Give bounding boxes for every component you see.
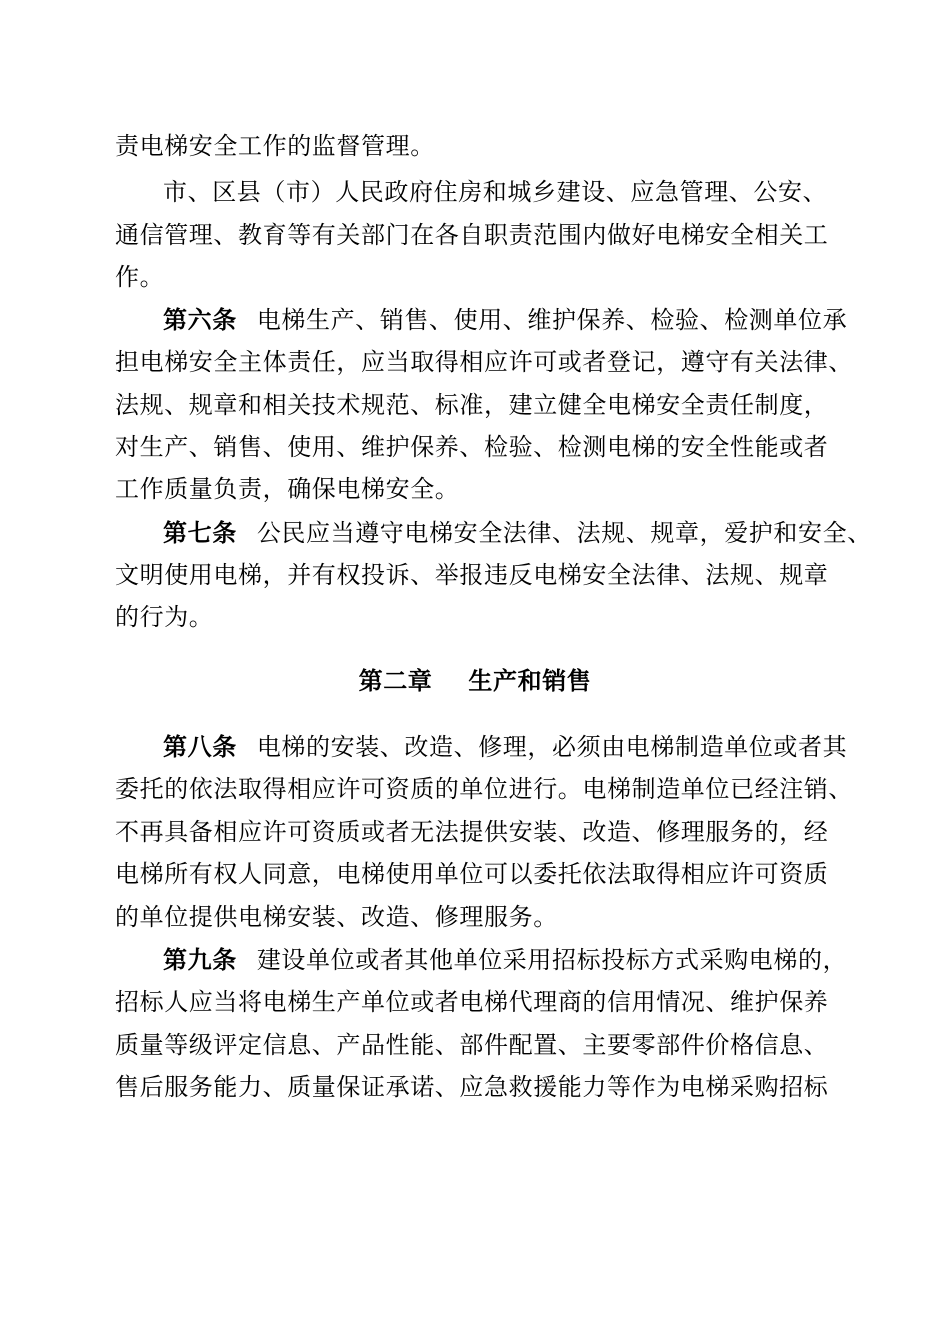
- text-line: 作。: [115, 263, 165, 291]
- text-line: 工作质量负责，确保电梯安全。: [115, 475, 460, 503]
- text-line: 的单位提供电梯安装、改造、修理服务。: [115, 903, 558, 931]
- text-line: 招标人应当将电梯生产单位或者电梯代理商的信用情况、维护保养: [115, 988, 829, 1016]
- chapter-title: 生产和销售: [468, 667, 592, 695]
- text-span: 公民应当遵守电梯安全法律、法规、规章，爱护和安全、: [256, 519, 872, 547]
- text-span: 电梯生产、销售、使用、维护保养、检验、检测单位承: [256, 306, 848, 334]
- text-line: 委托的依法取得相应许可资质的单位进行。电梯制造单位已经注销、: [115, 775, 853, 803]
- chapter-heading: [0, 666, 950, 696]
- text-line: 市、区县（市）人民政府住房和城乡建设、应急管理、公安、: [163, 178, 828, 206]
- text-line: 法规、规章和相关技术规范、标准，建立健全电梯安全责任制度，: [115, 391, 829, 419]
- article-number: 第八条: [163, 733, 237, 761]
- article-number: 第七条: [163, 519, 237, 547]
- text-span: 建设单位或者其他单位采用招标投标方式采购电梯的，: [256, 946, 848, 974]
- article-8-line: [163, 732, 847, 762]
- article-6-line: [163, 305, 847, 335]
- text-line: 售后服务能力、质量保证承诺、应急救援能力等作为电梯采购招标: [115, 1073, 829, 1101]
- chapter-number: 第二章: [358, 667, 433, 695]
- text-line: 担电梯安全主体责任，应当取得相应许可或者登记，遵守有关法律、: [115, 348, 853, 376]
- text-line: 文明使用电梯，并有权投诉、举报违反电梯安全法律、法规、规章: [115, 561, 829, 589]
- article-7-line: [163, 518, 872, 548]
- text-span: 电梯的安装、改造、修理，必须由电梯制造单位或者其: [256, 733, 848, 761]
- text-line: 责电梯安全工作的监督管理。: [115, 132, 435, 160]
- text-line: 对生产、销售、使用、维护保养、检验、检测电梯的安全性能或者: [115, 433, 829, 461]
- text-line: 质量等级评定信息、产品性能、部件配置、主要零部件价格信息、: [115, 1031, 829, 1059]
- text-line: 电梯所有权人同意，电梯使用单位可以委托依法取得相应许可资质: [115, 860, 829, 888]
- text-line: 不再具备相应许可资质或者无法提供安装、改造、修理服务的，经: [115, 818, 829, 846]
- text-line: 通信管理、教育等有关部门在各自职责范围内做好电梯安全相关工: [115, 221, 829, 249]
- article-number: 第九条: [163, 946, 237, 974]
- article-number: 第六条: [163, 306, 237, 334]
- article-9-line: [163, 945, 847, 975]
- text-line: 的行为。: [115, 603, 214, 631]
